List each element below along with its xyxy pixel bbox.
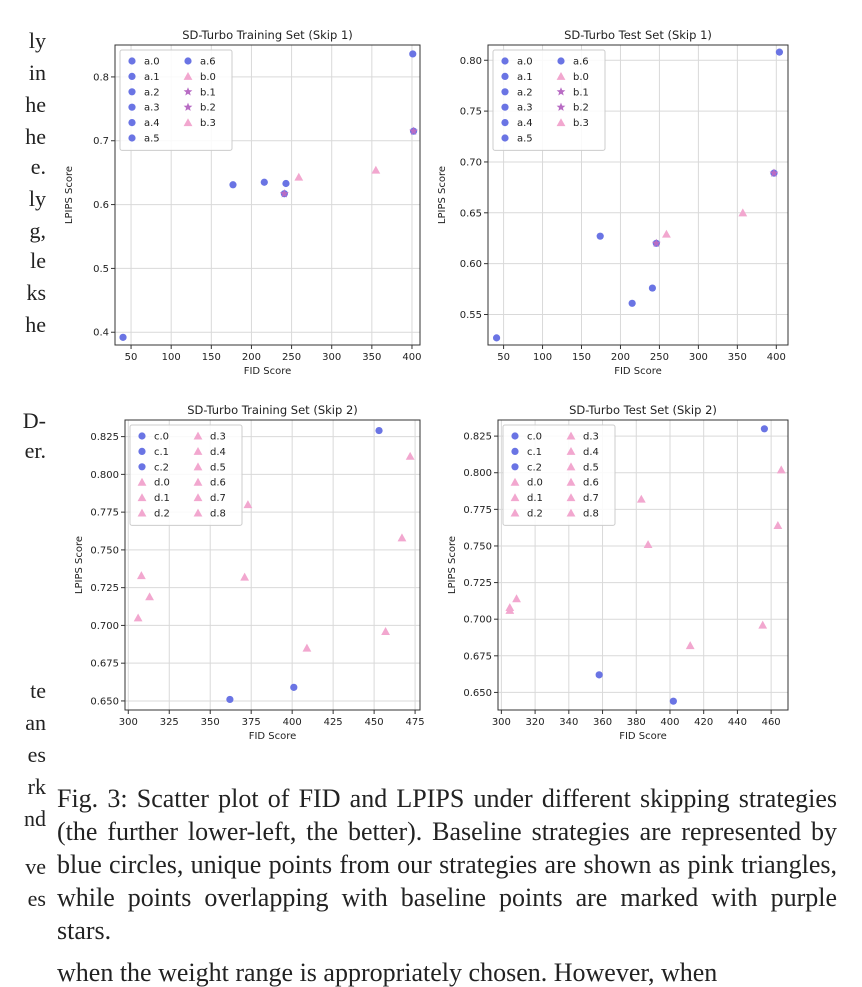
y-tick-label: 0.800 <box>463 468 492 480</box>
x-tick-label: 400 <box>402 352 422 363</box>
left-column-fragment: he <box>25 312 46 337</box>
x-tick-label: 450 <box>364 717 384 728</box>
legend-marker <box>128 104 135 111</box>
data-point <box>649 284 656 291</box>
x-tick-label: 360 <box>592 717 613 728</box>
legend-label: d.5 <box>583 462 599 474</box>
legend-label: a.5 <box>517 133 533 145</box>
legend-marker <box>138 448 145 455</box>
y-tick-label: 0.800 <box>90 469 119 481</box>
body-text-line: when the weight range is appropriately chosen. However, when <box>57 958 718 987</box>
legend-marker <box>511 463 518 470</box>
left-column-fragment: an <box>25 710 46 735</box>
legend-marker <box>501 73 508 80</box>
x-tick-label: 400 <box>660 717 680 728</box>
x-tick-label: 300 <box>118 717 138 728</box>
legend-label: d.8 <box>210 508 226 520</box>
y-tick-label: 0.750 <box>90 545 119 557</box>
legend-label: d.3 <box>583 431 599 443</box>
legend-label: b.3 <box>200 118 216 130</box>
legend-label: a.0 <box>144 56 160 68</box>
x-tick-label: 150 <box>201 352 221 363</box>
legend-marker <box>128 57 135 64</box>
x-tick-label: 200 <box>241 352 261 363</box>
x-tick-label: 100 <box>161 352 181 363</box>
legend-label: d.4 <box>583 446 599 458</box>
left-column-fragment: rk <box>27 774 46 799</box>
y-tick-label: 0.60 <box>459 259 482 271</box>
legend-marker <box>138 432 145 439</box>
y-tick-label: 0.825 <box>90 432 119 444</box>
legend-label: d.0 <box>527 477 543 489</box>
left-column-fragment: ly <box>28 186 46 211</box>
data-point <box>290 684 297 691</box>
y-axis-label: LPIPS Score <box>64 165 75 225</box>
y-tick-label: 0.5 <box>93 263 109 275</box>
data-point <box>282 180 289 187</box>
legend-label: a.3 <box>517 102 533 114</box>
legend-label: c.0 <box>154 431 170 443</box>
legend-marker <box>128 134 135 141</box>
y-tick-label: 0.4 <box>93 327 109 339</box>
data-point <box>512 594 521 602</box>
legend-label: b.3 <box>573 118 589 130</box>
legend-label: d.2 <box>154 508 170 520</box>
legend-label: a.4 <box>144 118 160 130</box>
x-tick-label: 320 <box>525 717 545 728</box>
data-point <box>686 641 695 649</box>
data-point <box>493 334 500 341</box>
x-tick-label: 50 <box>497 352 510 363</box>
legend-label: a.2 <box>517 87 533 99</box>
legend-label: c.1 <box>154 446 170 458</box>
data-point <box>134 613 143 621</box>
data-point <box>398 533 407 541</box>
left-column-fragment: D- <box>22 408 46 433</box>
left-column-fragment: er. <box>24 438 46 463</box>
data-point <box>776 49 783 56</box>
x-tick-label: 340 <box>559 717 579 728</box>
legend-marker <box>128 88 135 95</box>
data-point <box>294 173 303 181</box>
legend-label: a.6 <box>573 56 589 68</box>
legend-label: b.0 <box>573 71 589 83</box>
x-tick-label: 250 <box>282 352 302 363</box>
legend-label: b.1 <box>200 87 216 99</box>
y-tick-label: 0.7 <box>93 136 109 148</box>
data-point <box>596 671 603 678</box>
x-tick-label: 300 <box>688 352 708 363</box>
y-tick-label: 0.650 <box>90 696 119 708</box>
data-point <box>597 233 604 240</box>
data-point <box>637 495 646 503</box>
y-axis-label: LPIPS Score <box>74 535 85 595</box>
legend-marker <box>501 57 508 64</box>
legend-label: c.2 <box>154 462 170 474</box>
data-point <box>137 571 146 579</box>
y-axis-label: LPIPS Score <box>447 535 458 595</box>
y-tick-label: 0.675 <box>463 651 492 663</box>
data-point <box>629 300 636 307</box>
data-point <box>145 592 154 600</box>
x-tick-label: 440 <box>727 717 747 728</box>
left-column-fragment: ly <box>28 28 46 53</box>
y-tick-label: 0.650 <box>463 687 492 699</box>
legend-marker <box>184 57 191 64</box>
chart-title: SD-Turbo Training Set (Skip 2) <box>187 403 358 417</box>
legend-marker <box>128 73 135 80</box>
x-axis-label: FID Score <box>614 366 662 377</box>
x-tick-label: 350 <box>200 717 220 728</box>
x-tick-label: 460 <box>761 717 781 728</box>
x-tick-label: 150 <box>571 352 592 363</box>
legend-label: a.1 <box>144 71 160 83</box>
legend-marker <box>511 448 518 455</box>
legend-marker <box>128 119 135 126</box>
scatter-panel <box>74 403 425 742</box>
legend-label: d.2 <box>527 508 543 520</box>
y-tick-label: 0.775 <box>90 507 119 519</box>
x-tick-label: 50 <box>124 352 138 363</box>
legend-marker <box>501 104 508 111</box>
x-tick-label: 250 <box>649 352 669 363</box>
data-point <box>761 425 768 432</box>
data-point <box>406 452 415 460</box>
y-tick-label: 0.55 <box>459 309 482 321</box>
legend-label: b.0 <box>200 71 216 83</box>
x-tick-label: 420 <box>694 717 714 728</box>
x-tick-label: 375 <box>241 717 261 728</box>
x-tick-label: 425 <box>323 717 343 728</box>
figure-caption: Fig. 3: Scatter plot of FID and LPIPS under different skipping strategies (the further lower-left, the better). Baseline strategies are represented by blue circles, unique points from our strategies are shown as pink triangles, while points overlapping with baseline points are marked with purple stars. <box>57 784 837 946</box>
y-tick-label: 0.70 <box>459 157 482 169</box>
legend-label: d.1 <box>154 493 170 505</box>
data-point <box>773 521 782 529</box>
legend-marker <box>501 119 508 126</box>
data-point <box>662 230 671 238</box>
data-point <box>375 427 382 434</box>
x-tick-label: 475 <box>405 717 425 728</box>
legend-label: c.0 <box>527 431 543 443</box>
legend-label: d.6 <box>583 477 599 489</box>
left-column-fragment: e. <box>30 154 46 179</box>
y-tick-label: 0.8 <box>93 72 109 84</box>
legend-label: d.7 <box>583 493 599 505</box>
y-tick-label: 0.725 <box>463 578 492 590</box>
legend-marker <box>138 463 145 470</box>
data-point <box>409 50 416 57</box>
legend-marker <box>511 432 518 439</box>
y-tick-label: 0.75 <box>459 106 482 118</box>
legend-label: c.2 <box>527 462 543 474</box>
legend-label: b.1 <box>573 87 589 99</box>
scatter-figure <box>60 20 820 772</box>
chart-title: SD-Turbo Test Set (Skip 2) <box>569 403 717 417</box>
legend-label: a.5 <box>144 133 160 145</box>
left-column-fragment: ve <box>25 854 46 879</box>
y-tick-label: 0.675 <box>90 658 119 670</box>
y-tick-label: 0.750 <box>463 541 492 553</box>
data-point <box>226 696 233 703</box>
y-tick-label: 0.80 <box>459 55 482 67</box>
left-column-fragment: in <box>28 60 46 85</box>
chart-title: SD-Turbo Training Set (Skip 1) <box>182 28 353 42</box>
y-tick-label: 0.725 <box>90 583 119 595</box>
x-tick-label: 350 <box>727 352 747 363</box>
x-axis-label: FID Score <box>248 731 297 742</box>
left-column-text-fragment <box>0 0 46 984</box>
data-point <box>229 181 236 188</box>
data-point <box>240 573 249 581</box>
left-column-fragment: he <box>25 124 46 149</box>
x-tick-label: 350 <box>362 352 382 363</box>
y-axis-label: LPIPS Score <box>437 165 448 225</box>
left-column-fragment: g, <box>29 218 46 243</box>
left-column-fragment: te <box>30 678 46 703</box>
legend-label: a.1 <box>517 71 533 83</box>
legend-label: a.2 <box>144 87 160 99</box>
data-point <box>381 627 390 635</box>
x-axis-label: FID Score <box>243 366 292 377</box>
data-point <box>371 166 380 174</box>
legend-marker <box>557 57 564 64</box>
y-tick-label: 0.6 <box>93 200 109 212</box>
legend-label: d.3 <box>210 431 226 443</box>
legend-label: a.3 <box>144 102 160 114</box>
legend-label: d.0 <box>154 477 170 489</box>
data-point <box>777 465 786 473</box>
legend-label: d.6 <box>210 477 226 489</box>
legend-label: d.7 <box>210 493 226 505</box>
scatter-panel <box>447 403 788 742</box>
legend-label: d.5 <box>210 462 226 474</box>
y-tick-label: 0.825 <box>463 431 492 443</box>
data-point <box>758 621 767 629</box>
x-axis-label: FID Score <box>619 731 667 742</box>
x-tick-label: 325 <box>159 717 179 728</box>
data-point <box>644 540 653 548</box>
scatter-panel <box>64 28 422 377</box>
left-column-fragment: he <box>25 92 46 117</box>
x-tick-label: 100 <box>532 352 553 363</box>
legend-label: d.1 <box>527 493 543 505</box>
legend-label: d.4 <box>210 446 226 458</box>
legend-label: a.0 <box>517 56 533 68</box>
left-column-fragment: le <box>30 248 46 273</box>
y-tick-label: 0.700 <box>463 614 492 626</box>
left-column-fragment: es <box>27 886 46 911</box>
legend-label: d.8 <box>583 508 599 520</box>
x-tick-label: 400 <box>766 352 786 363</box>
legend-label: b.2 <box>200 102 216 114</box>
y-tick-label: 0.65 <box>459 208 482 220</box>
legend-label: b.2 <box>573 102 589 114</box>
scatter-panel <box>437 28 788 377</box>
x-tick-label: 380 <box>626 717 646 728</box>
data-point <box>119 334 126 341</box>
data-point <box>670 698 677 705</box>
left-column-fragment: es <box>27 742 46 767</box>
data-point <box>261 179 268 186</box>
y-tick-label: 0.700 <box>90 620 119 632</box>
chart-title: SD-Turbo Test Set (Skip 1) <box>564 28 712 42</box>
left-column-fragment: nd <box>24 806 46 831</box>
legend-label: a.4 <box>517 118 533 130</box>
legend-marker <box>501 134 508 141</box>
x-tick-label: 400 <box>282 717 302 728</box>
legend-marker <box>501 88 508 95</box>
y-tick-label: 0.775 <box>463 504 492 516</box>
legend-label: c.1 <box>527 446 543 458</box>
legend-label: a.6 <box>200 56 216 68</box>
left-column-fragment: ks <box>26 280 46 305</box>
x-tick-label: 300 <box>491 717 511 728</box>
data-point <box>303 644 312 652</box>
x-tick-label: 300 <box>322 352 342 363</box>
x-tick-label: 200 <box>610 352 631 363</box>
